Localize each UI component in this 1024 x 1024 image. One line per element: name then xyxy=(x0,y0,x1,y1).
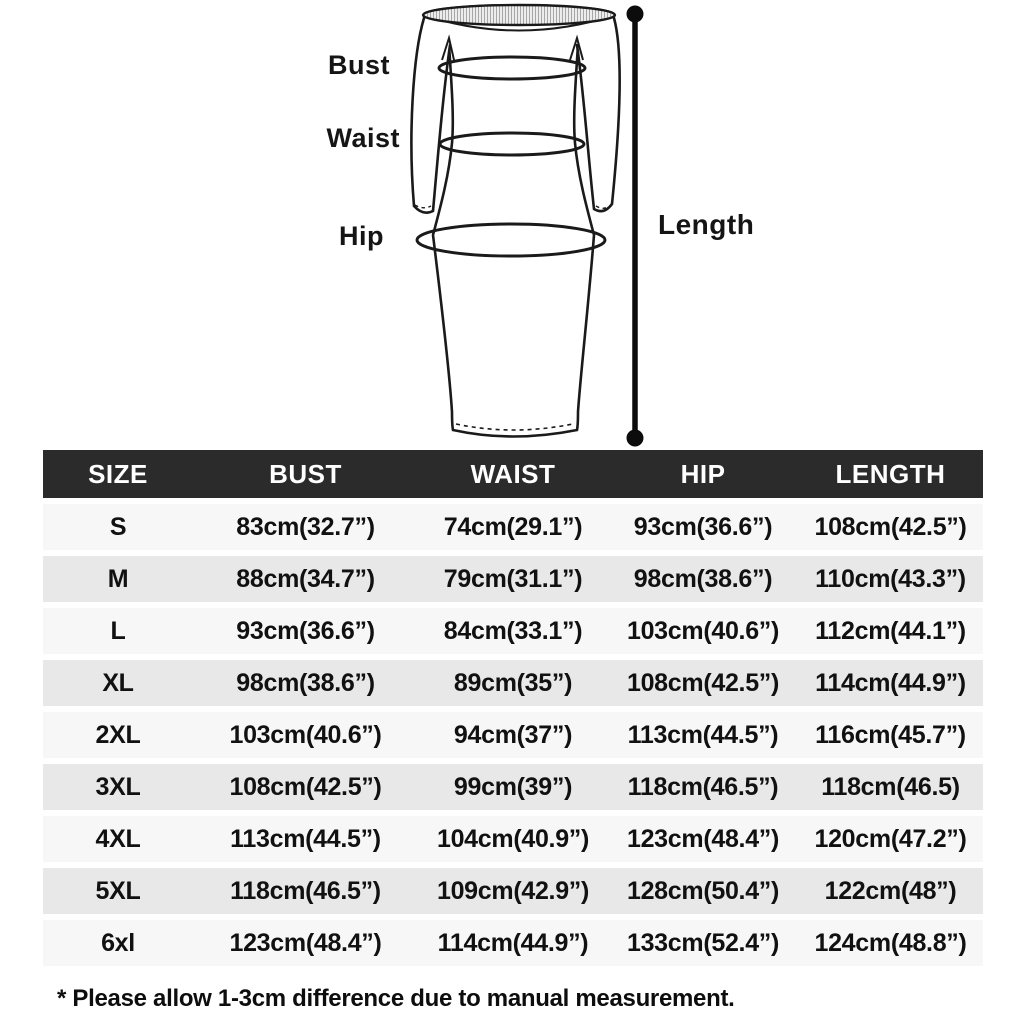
size-cell: 6xl xyxy=(101,928,135,957)
length-cell: 114cm(44.9”) xyxy=(815,668,966,697)
hip-cell: 98cm(38.6”) xyxy=(633,564,773,593)
length-cell: 122cm(48”) xyxy=(824,876,957,905)
header-bust: BUST xyxy=(269,458,342,489)
hip-cell: 108cm(42.5”) xyxy=(626,668,780,697)
neck-opening xyxy=(423,5,615,25)
length-cell: 112cm(44.1”) xyxy=(815,616,966,645)
size-cell: 3XL xyxy=(95,772,141,801)
length-cell: 116cm(45.7”) xyxy=(815,720,966,749)
bust-cell: 123cm(48.4”) xyxy=(229,928,382,957)
waist-cell: 79cm(31.1”) xyxy=(443,564,583,593)
header-hip: HIP xyxy=(680,458,726,489)
table-header-row xyxy=(43,450,983,498)
length-cell: 110cm(43.3”) xyxy=(815,564,966,593)
hip-cell: 133cm(52.4”) xyxy=(626,928,780,957)
waist-cell: 109cm(42.9”) xyxy=(436,876,590,905)
table-row xyxy=(43,816,983,862)
header-waist: WAIST xyxy=(470,458,556,489)
hip-cell: 118cm(46.5”) xyxy=(627,772,779,801)
size-chart-table xyxy=(43,450,983,966)
bust-cell: 83cm(32.7”) xyxy=(236,512,375,541)
waist-cell: 94cm(37”) xyxy=(453,720,573,749)
measurement-disclaimer: * Please allow 1-3cm difference due to manual measurement. xyxy=(57,985,735,1012)
waist-cell: 89cm(35”) xyxy=(453,668,573,697)
length-cell: 124cm(48.8”) xyxy=(814,928,967,957)
bust-cell: 103cm(40.6”) xyxy=(229,720,382,749)
table-row xyxy=(43,920,983,966)
table-row xyxy=(43,712,983,758)
size-cell: S xyxy=(109,512,127,541)
bust-cell: 108cm(42.5”) xyxy=(229,772,382,801)
bust-cell: 118cm(46.5”) xyxy=(230,876,381,905)
length-line-bottom-dot xyxy=(627,430,644,447)
size-cell: 4XL xyxy=(95,824,141,853)
dress-body xyxy=(433,40,594,437)
bust-cell: 88cm(34.7”) xyxy=(236,564,375,593)
size-cell: L xyxy=(110,616,126,645)
dress-diagram xyxy=(0,0,1024,448)
bust-label: Bust xyxy=(328,50,390,80)
size-cell: 5XL xyxy=(95,876,141,905)
hip-cell: 128cm(50.4”) xyxy=(626,876,780,905)
hip-label: Hip xyxy=(339,221,384,251)
waist-cell: 114cm(44.9”) xyxy=(437,928,589,957)
table-row xyxy=(43,608,983,654)
hip-cell: 93cm(36.6”) xyxy=(633,512,773,541)
length-label: Length xyxy=(658,209,755,240)
length-cell: 108cm(42.5”) xyxy=(814,512,967,541)
header-length: LENGTH xyxy=(835,458,946,489)
waist-label: Waist xyxy=(326,123,400,153)
hip-cell: 123cm(48.4”) xyxy=(626,824,780,853)
bust-cell: 113cm(44.5”) xyxy=(230,824,381,853)
bust-cell: 98cm(38.6”) xyxy=(236,668,375,697)
waist-cell: 84cm(33.1”) xyxy=(443,616,583,645)
waist-cell: 104cm(40.9”) xyxy=(436,824,590,853)
length-cell: 120cm(47.2”) xyxy=(814,824,967,853)
hip-cell: 103cm(40.6”) xyxy=(626,616,780,645)
length-line-top-dot xyxy=(627,6,644,23)
waist-cell: 74cm(29.1”) xyxy=(443,512,583,541)
table-row xyxy=(43,504,983,550)
table-row xyxy=(43,660,983,706)
table-row xyxy=(43,868,983,914)
size-cell: XL xyxy=(102,668,134,697)
bust-cell: 93cm(36.6”) xyxy=(236,616,375,645)
table-row xyxy=(43,556,983,602)
length-cell: 118cm(46.5) xyxy=(821,772,960,801)
size-guide-diagram xyxy=(0,0,1024,448)
size-cell: M xyxy=(107,564,129,593)
table-row xyxy=(43,764,983,810)
waist-cell: 99cm(39”) xyxy=(453,772,573,801)
header-size: SIZE xyxy=(88,458,148,489)
size-cell: 2XL xyxy=(95,720,141,749)
hip-cell: 113cm(44.5”) xyxy=(627,720,779,749)
